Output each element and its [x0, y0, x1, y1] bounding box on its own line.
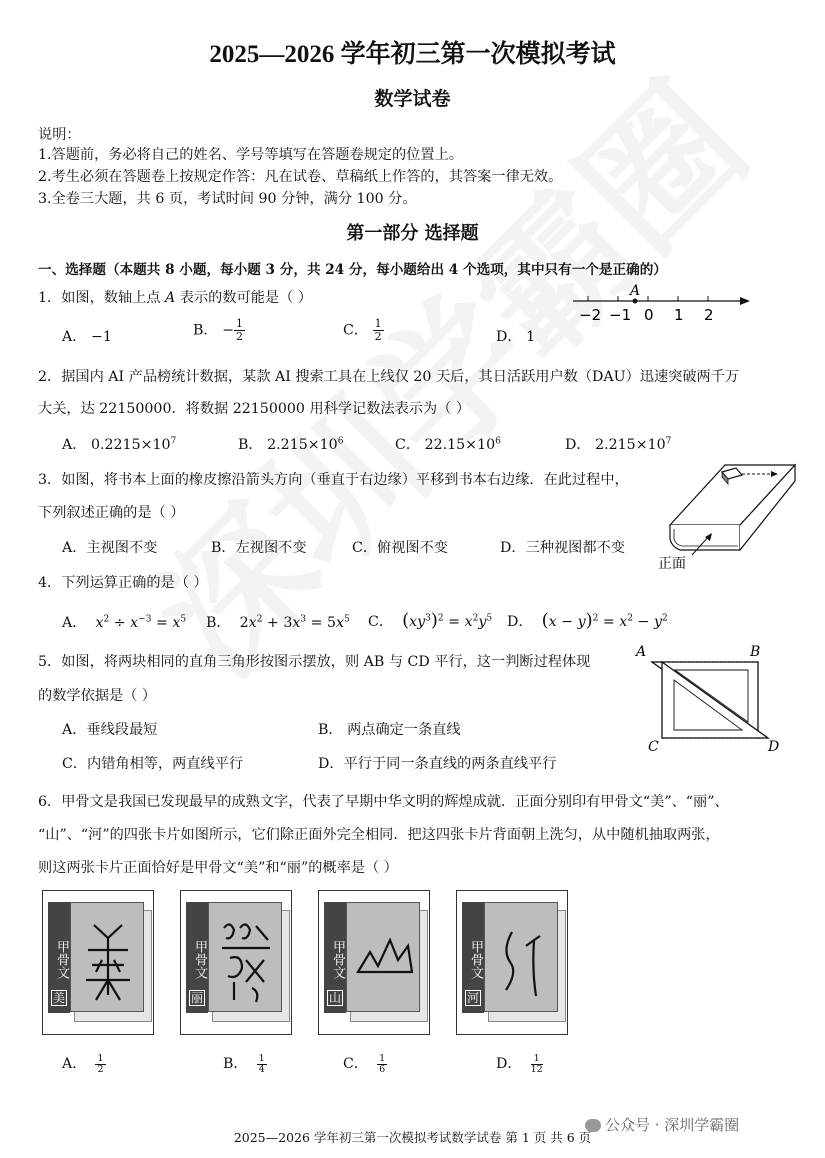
figure-label-front: 正面 — [658, 556, 686, 572]
q2-option-d[interactable]: D． $2.215\times 10^7$ — [565, 436, 672, 453]
q3-option-c[interactable]: C．俯视图不变 — [352, 540, 448, 556]
q3-option-b[interactable]: B．左视图不变 — [211, 540, 307, 556]
q5-option-a[interactable]: A．垂线段最短 — [62, 722, 158, 738]
q3-stem-line2: 下列叙述正确的是（ ） — [38, 505, 185, 521]
q3-stem-line1: 3．如图，将书本上面的橡皮擦沿箭头方向（垂直于右边缘）平移到书本右边缘．在此过程中， — [38, 472, 629, 488]
q4-option-b[interactable]: B． $2x^2 + 3x^3 = 5x^5$ — [206, 614, 350, 631]
card-side-label: 甲骨文 — [324, 902, 346, 1013]
q6-option-b[interactable]: B． $\frac{1}{4}$ — [223, 1052, 265, 1075]
q4-option-c[interactable]: C． $(xy^3)^2 = x^2y^5$ — [368, 610, 493, 631]
q1-stem: 1．如图，数轴上点 A 表示的数可能是（ ） — [38, 290, 313, 306]
q4-option-d[interactable]: D． $(x - y)^2 = x^2 - y^2$ — [507, 610, 668, 631]
q1-option-b[interactable]: B． − $\frac{1}{2}$ — [193, 317, 244, 343]
tick-label: −1 — [609, 306, 632, 324]
q3-option-a[interactable]: A．主视图不变 — [62, 540, 158, 556]
q5-stem-line1: 5．如图，将两块相同的直角三角形按图示摆放，则 AB 与 CD 平行，这一判断过程体现 — [38, 654, 591, 670]
q5-stem-line2: 的数学依据是（ ） — [38, 688, 157, 704]
oracle-card-li — [180, 890, 292, 1035]
oracle-card-he — [456, 890, 568, 1035]
q5-option-d[interactable]: D．平行于同一条直线的两条直线平行 — [318, 756, 557, 772]
oracle-card-shan — [318, 890, 430, 1035]
card-side-label: 甲骨文 — [48, 902, 70, 1013]
instruction-item: 1.答题前，务必将自己的姓名、学号等填写在答题卷规定的位置上。 — [38, 147, 463, 163]
q6-stem-line1: 6．甲骨文是我国已发现最早的成熟文字，代表了早期中华文明的辉煌成就．正面分别印有甲骨文“美”、“丽”、 — [38, 794, 729, 810]
oracle-glyph-icon — [350, 910, 418, 1005]
q6-option-d[interactable]: D． $\frac{1}{12}$ — [496, 1052, 543, 1075]
instruction-item: 3.全卷三大题，共 6 页，考试时间 90 分钟，满分 100 分。 — [38, 191, 417, 207]
card-char-label: 山 — [328, 991, 341, 1005]
point-label-a: A — [636, 644, 647, 660]
q6-option-c[interactable]: C． $\frac{1}{6}$ — [343, 1052, 386, 1075]
q6-option-a[interactable]: A． $\frac{1}{2}$ — [62, 1052, 104, 1075]
point-label-d: D — [768, 739, 780, 755]
card-char-label: 美 — [52, 991, 65, 1005]
instructions-label: 说明： — [38, 127, 81, 143]
q2-stem-line1: 2．据国内 AI 产品榜统计数据，某款 AI 搜索工具在上线仅 20 天后，其日活跃用户数（DAU）迅速突破两千万 — [38, 369, 740, 385]
number-line-figure — [568, 283, 753, 325]
q2-option-c[interactable]: C． $22.15\times 10^6$ — [395, 436, 501, 453]
tick-label: 1 — [674, 306, 684, 324]
card-char-label: 河 — [466, 991, 479, 1005]
q3-option-d[interactable]: D．三种视图都不变 — [500, 540, 625, 556]
q1-option-a[interactable]: A． −1 — [62, 329, 112, 345]
tick-label: 0 — [644, 306, 654, 324]
card-char-label: 丽 — [190, 991, 203, 1005]
book-figure — [650, 455, 800, 575]
q1-option-d[interactable]: D． 1 — [496, 329, 536, 345]
q2-stem-line2: 大关，达 22150000．将数据 22150000 用科学记数法表示为（ ） — [38, 401, 471, 417]
q6-stem-line3: 则这两张卡片正面恰好是甲骨文“美”和“丽”的概率是（ ） — [38, 860, 398, 876]
page-title: 2025—2026 学年初三第一次模拟考试 — [209, 41, 616, 68]
point-a-dot — [633, 299, 638, 304]
oracle-glyph-icon — [488, 910, 556, 1005]
instruction-item: 2.考生必须在答题卷上按规定作答：凡在试卷、草稿纸上作答的，其答案一律无效。 — [38, 169, 563, 185]
card-side-label: 甲骨文 — [186, 902, 208, 1013]
q5-option-b[interactable]: B． 两点确定一条直线 — [318, 722, 461, 738]
oracle-glyph-icon — [212, 910, 280, 1005]
q2-option-b[interactable]: B． $2.215\times 10^6$ — [238, 436, 344, 453]
tick-label: −2 — [579, 306, 602, 324]
card-side-label: 甲骨文 — [462, 902, 484, 1013]
oracle-card-mei — [42, 890, 154, 1035]
point-a-label: A — [630, 283, 641, 299]
q4-stem: 4．下列运算正确的是（ ） — [38, 575, 208, 591]
section-heading: 一、选择题（本题共 8 小题，每小题 3 分，共 24 分，每小题给出 4 个选项，其中只有一个是正确的） — [38, 262, 667, 278]
q4-option-a[interactable]: A． $x^2 \div x^{-3} = x^5$ — [62, 614, 187, 631]
q5-option-c[interactable]: C．内错角相等，两直线平行 — [62, 756, 244, 772]
page-subtitle: 数学试卷 — [374, 88, 451, 110]
oracle-glyph-icon — [74, 910, 142, 1005]
section-title: 第一部分 选择题 — [346, 223, 479, 244]
triangles-figure — [630, 640, 790, 755]
point-label-c: C — [648, 739, 659, 755]
q1-option-c[interactable]: C． $\frac{1}{2}$ — [343, 317, 382, 343]
q6-stem-line2: “山”、“河”的四张卡片如图所示，它们除正面外完全相同．把这四张卡片背面朝上洗匀，从中随机抽取两张， — [38, 827, 720, 843]
tick-label: 2 — [704, 306, 714, 324]
wechat-badge: 公众号 · 深圳学霸圈 — [585, 1114, 739, 1135]
q2-option-a[interactable]: A． $0.2215\times 10^7$ — [62, 436, 177, 453]
page-footer: 2025—2026 学年初三第一次模拟考试数学试卷 第 1 页 共 6 页 — [233, 1130, 592, 1145]
point-label-b: B — [750, 644, 761, 660]
